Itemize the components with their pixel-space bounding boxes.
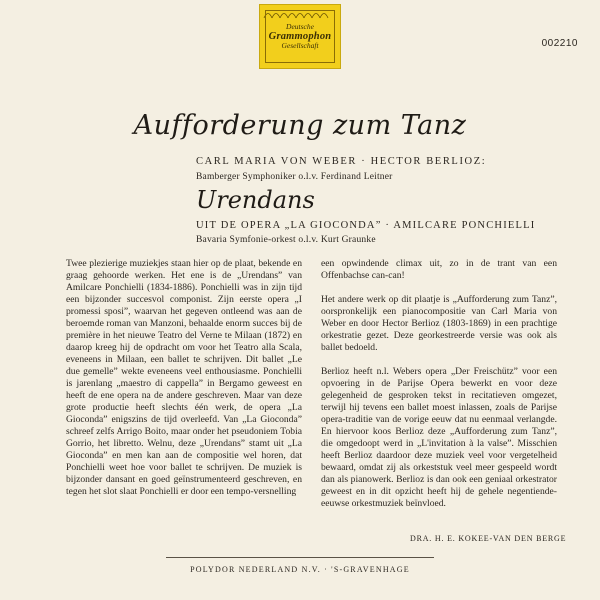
author-credit: DRA. H. E. KOKEE-VAN DEN BERGE (410, 534, 567, 543)
liner-paragraph: Het andere werk op dit plaatje is „Aufforderung zum Tanz”, oorspronkelijk een pianocompositie van Carl Maria von Weber en door Hector Berlioz (1803-1869) in een prachtige orkestratie gezet. Deze georkestreerde versie was ook als ballet bedoeld. (321, 294, 557, 353)
liner-notes-left-column (66, 258, 302, 510)
catalog-number: 002210 (541, 38, 578, 49)
piece2-performers: Bavaria Symfonie-orkest o.l.v. Kurt Graunke (196, 235, 376, 245)
publisher-credit: POLYDOR NEDERLAND N.V. · 'S-GRAVENHAGE (190, 565, 410, 574)
main-title: Aufforderung zum Tanz (133, 110, 467, 141)
logo-text-deutsche: Deutsche (286, 22, 314, 31)
divider-line (166, 557, 434, 558)
liner-paragraph: Twee plezierige muziekjes staan hier op de plaat, bekende en graag gehoorde werken. Het ene is de „Urendans” van Amilcare Ponchielli (1834-1886). Ponchielli was in zijn tijd een bijzonder succesvol componist. Zijn eerste opera „I promessi sposi”, waarvan het gegeven ontleend was aan de beroemde roman van Manzoni, behaalde enorm succes bij de première in het nieuwe Teatro del Verne te Milaan (1872) en daarop kreeg hij de opdracht om voor het Teatro alla Scala, eveneens in Milaan, een ballet te schrijven. Dit ballet „Le due gemelle” wekte eveneens veel enthousiasme. Ponchielli is jarenlang „maestro di cappella” in Bergamo geweest en heeft de ene opera na de andere geschreven. Maar van deze grote productie heeft slechts één werk, de opera „La Gioconda” enigszins de tijd overleefd. Van „La Gioconda” schreef zelfs Arrigo Boito, maar onder het pseudoniem Tobia Gorrio, het libretto. Welnu, deze „Urendans” stamt uit „La Gioconda” en men kan aan de compositie wel horen, dat Ponchielli weet hoe voor ballet te schrijven. De muziek is bijzonder dansant en goed geïnstrumenteerd geschreven, en tegen het slot slaat Ponchielli er door een tempo-versnelling (66, 258, 302, 497)
liner-notes-right-column (321, 258, 557, 522)
piece2-composers: UIT DE OPERA „LA GIOCONDA” · AMILCARE PONCHIELLI (196, 220, 536, 231)
dg-logo (259, 4, 341, 69)
liner-paragraph: Berlioz heeft n.l. Webers opera „Der Freischütz” voor een opvoering in de Parijse Opera bewerkt en voor deze gelegenheid de gesproken tekst in recitatieven omgezet, terwijl hij tevens een ballet moest inlassen, zoals de Parijse opera-traditie van de vorige eeuw dat nu eenmaal verlangde. En hiervoor koos Berlioz deze „Aufforderung zum Tanz”, die omgedoopt werd in „L'invitation à la valse”. Misschien heeft Berlioz daardoor deze muziek veel voor vergetelheid bewaard, omdat zij als orkeststuk veel meer gespeeld wordt dan als pianowerk. Berlioz is dan ook een geniaal orkestrator geweest en in dit opzicht heeft hij de gehele negentiende-eeuwse orkestmuziek beïnvloed. (321, 366, 557, 509)
liner-paragraph: een opwindende climax uit, zo in de trant van een Offenbachse can-can! (321, 258, 557, 281)
piece1-performers: Bamberger Symphoniker o.l.v. Ferdinand Leitner (196, 172, 393, 182)
second-title: Urendans (196, 186, 315, 214)
piece1-composers: CARL MARIA VON WEBER · HECTOR BERLIOZ: (196, 156, 487, 167)
dg-logo-frame (265, 10, 335, 63)
logo-text-gesellschaft: Gesellschaft (281, 41, 319, 50)
logo-text-grammophon: Grammophon (268, 31, 332, 42)
